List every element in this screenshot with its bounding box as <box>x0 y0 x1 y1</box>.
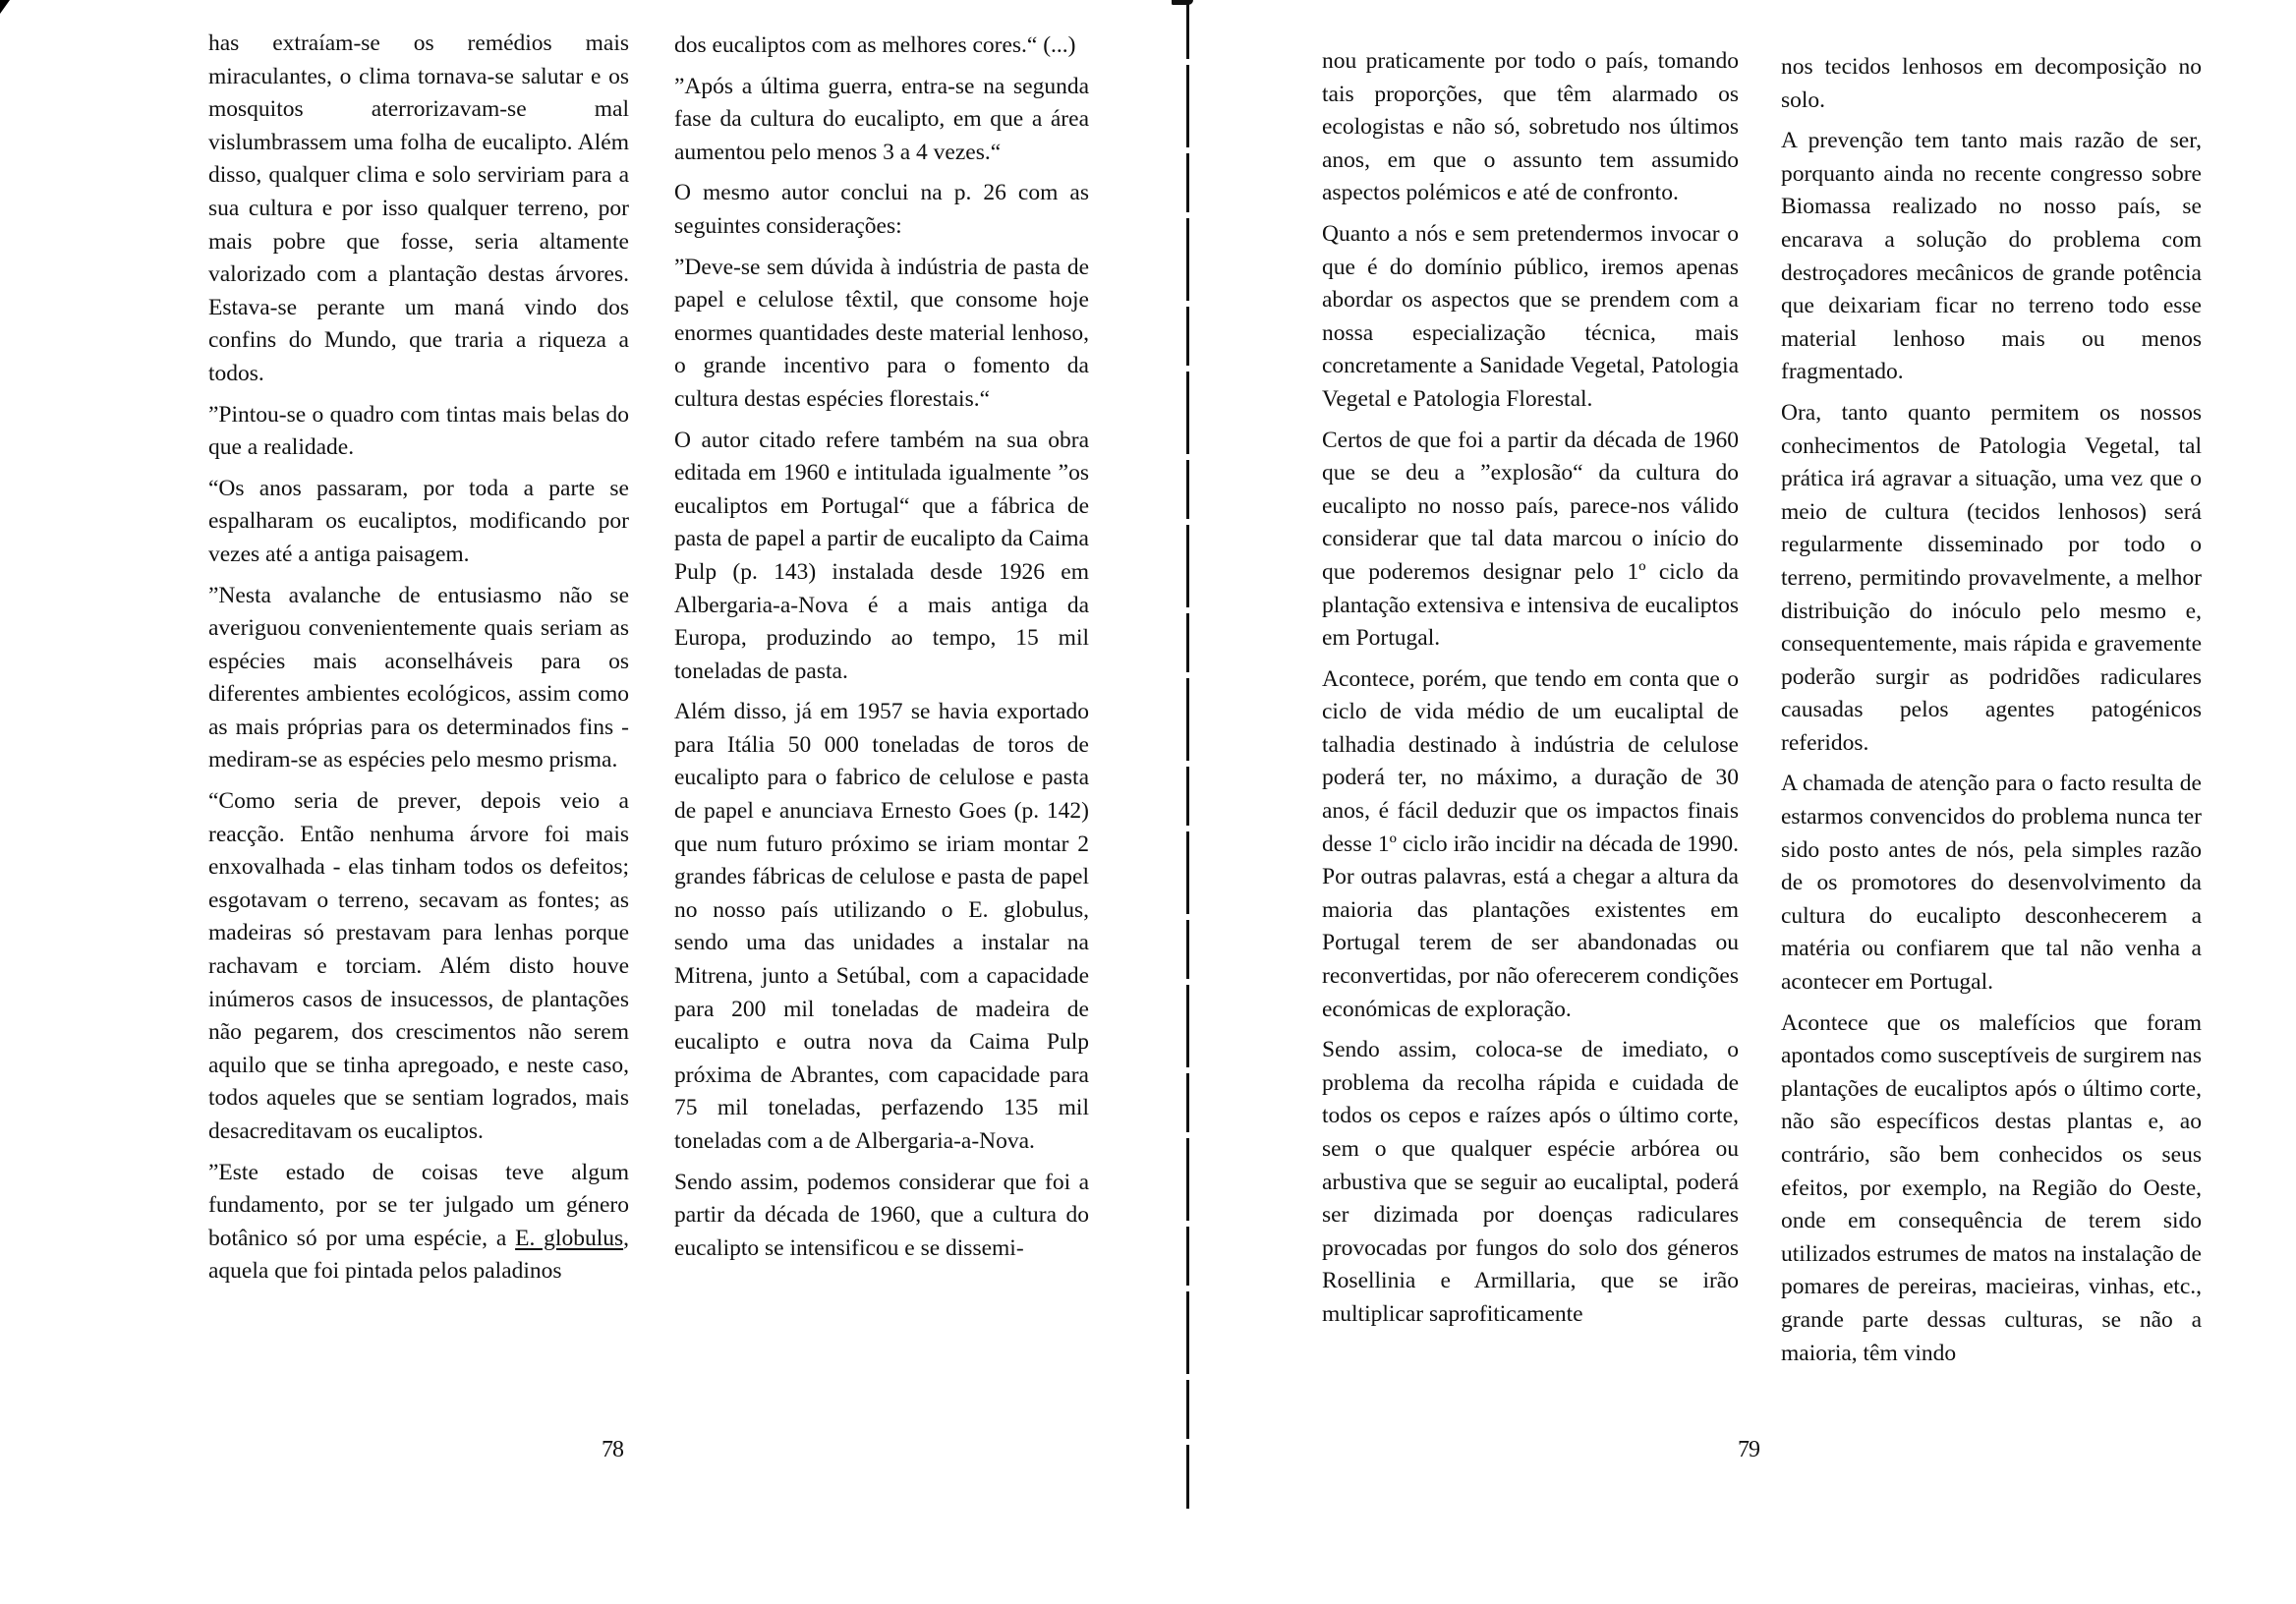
left-page-column-2 <box>674 29 1089 1273</box>
book-gutter-line <box>1186 0 1189 1509</box>
gutter-top-mark <box>1172 0 1193 5</box>
paragraph: A prevenção tem tanto mais razão de ser, porquanto ainda no recente congresso sobre Biomassa realizado no nosso país, se encarava a solução do problema com destroçadores mecânicos de grande potência que deixariam ficar no terreno todo esse material lenhoso mais ou menos fragmentado. <box>1781 128 2202 385</box>
page-number-right: 79 <box>1738 1437 1759 1462</box>
paragraph: has extraíam-se os remédios mais miraculantes, o clima tornava-se salutar e os mosquitos aterrorizavam-se mal vislumbrassem uma folha de eucalipto. Além disso, qualquer clima e solo serviriam para a sua cultura e por isso qualquer terreno, por mais pobre que fosse, seria altamente valorizado com a plantação destas árvores. Estava-se perante um maná vindo dos confins do Mundo, que traria a riqueza a todos. <box>208 30 629 386</box>
paragraph: ”Após a última guerra, entra-se na segunda fase da cultura do eucalipto, em que a área aumentou pelo menos 3 a 4 vezes.“ <box>674 73 1089 165</box>
text-run: ”Este estado de coisas teve algum fundamento, por se ter julgado um género botânico só por uma espécie, a <box>208 1159 629 1251</box>
scan-corner-mark <box>0 0 10 14</box>
page-number-left: 78 <box>602 1437 623 1462</box>
paragraph: O autor citado refere também na sua obra editada em 1960 e intitulada igualmente ”os eucaliptos em Portugal“ que a fábrica de pasta de papel a partir de eucalipto da Caima Pulp (p. 143) instalada desde 1926 em Albergaria-a-Nova é a mais antiga da Europa, produzindo ao tempo, 15 mil toneladas de pasta. <box>674 427 1089 684</box>
paragraph: Quanto a nós e sem pretendermos invocar o que é do domínio público, iremos apenas abordar os aspectos que se prendem com a nossa especialização técnica, mais concretamente a Sanidade Vegetal, Patologia Vegetal e Patologia Florestal. <box>1322 220 1739 412</box>
paragraph: “Os anos passaram, por toda a parte se espalharam os eucaliptos, modificando por vezes até a antiga paisagem. <box>208 475 629 567</box>
paragraph: ”Deve-se sem dúvida à indústria de pasta de papel e celulose têxtil, que consome hoje enormes quantidades deste material lenhoso, o grande incentivo para o fomento da cultura destas espécies florestais.“ <box>674 254 1089 412</box>
paragraph: nou praticamente por todo o país, tomando tais proporções, que têm alarmado os ecologistas e não só, sobretudo nos últimos anos, em que o assunto tem assumido aspectos polémicos e até de confronto. <box>1322 48 1739 206</box>
paragraph: ”Pintou-se o quadro com tintas mais belas do que a realidade. <box>208 401 629 461</box>
underlined-species-name: E. globulus <box>515 1225 624 1251</box>
paragraph: Além disso, já em 1957 se havia exportado para Itália 50 000 toneladas de toros de eucalipto para o fabrico de celulose e pasta de papel e anunciava Ernesto Goes (p. 142) que num futuro próximo se iriam montar 2 grandes fábricas de celulose e pasta de papel no nosso país utilizando o E. globulus, sendo uma das unidades a instalar na Mitrena, junto a Setúbal, com a capacidade para 200 mil toneladas de madeira de eucalipto e outra nova da Caima Pulp próxima de Abrantes, com capacidade para 75 mil toneladas, perfazendo 135 mil toneladas com a de Albergaria-a-Nova. <box>674 699 1089 1154</box>
right-page-column-1 <box>1322 45 1739 1340</box>
paragraph: dos eucaliptos com as melhores cores.“ (...) <box>674 32 1076 58</box>
paragraph: Ora, tanto quanto permitem os nossos conhecimentos de Patologia Vegetal, tal prática irá agravar a situação, uma vez que o meio de cultura (tecidos lenhosos) será regularmente disseminado por todo o terreno, permitindo provavelmente, a melhor distribuição do inóculo pelo mesmo e, consequentemente, mais rápida e gravemente poderão surgir as podridões radiculares causadas pelos agentes patogénicos referidos. <box>1781 399 2202 756</box>
paragraph <box>208 1157 629 1289</box>
paragraph: ”Nesta avalanche de entusiasmo não se averiguou convenientemente quais seriam as espécies mais aconselháveis para os diferentes ambientes ecológicos, assim como as mais próprias para os determinados fins - mediram-se as espécies pelo mesmo prisma. <box>208 582 629 773</box>
paragraph: “Como seria de prever, depois veio a reacção. Então nenhuma árvore foi mais enxovalhada - elas tinham todos os defeitos; esgotavam o terreno, secavam as fontes; as madeiras só prestavam para lenhas porque rachavam e torciam. Além disto houve inúmeros casos de insucessos, de plantações não pegarem, dos crescimentos não serem aquilo que se tinha apregoado, e neste caso, todos aqueles que se sentiam logrados, mais desacreditavam os eucaliptos. <box>208 788 629 1144</box>
right-page-column-2 <box>1781 51 2202 1378</box>
paragraph: A chamada de atenção para o facto resulta de estarmos convencidos do problema nunca ter sido posto antes de nós, pela simples razão de os promotores do desenvolvimento da cultura do eucalipto desconhecerem a matéria ou confiarem que tal não venha a acontecer em Portugal. <box>1781 771 2202 996</box>
paragraph: nos tecidos lenhosos em decomposição no solo. <box>1781 54 2202 113</box>
paragraph: Sendo assim, podemos considerar que foi a partir da década de 1960, que a cultura do eucalipto se intensificou e se dissemi- <box>674 1169 1089 1261</box>
paragraph: Sendo assim, coloca-se de imediato, o problema da recolha rápida e cuidada de todos os cepos e raízes após o último corte, sem o que qualquer espécie arbórea ou arbustiva que se seguir ao eucaliptal, poderá ser dizimada por doenças radiculares provocadas por fungos do solo dos géneros Rosellinia e Armillaria, que se irão multiplicar saprofiticamente <box>1322 1037 1739 1327</box>
left-page-column-1 <box>208 28 629 1296</box>
paragraph: Acontece que os malefícios que foram apontados como susceptíveis de surgirem nas plantações de eucaliptos após o último corte, não são específicos destas plantas e, ao contrário, são bem conhecidos os seus efeitos, por exemplo, na Região do Oeste, onde em consequência de terem sido utilizados estrumes de matos na instalação de pomares de pereiras, macieiras, vinhas, etc., grande parte dessas culturas, se não a maioria, têm vindo <box>1781 1009 2202 1366</box>
paragraph: O mesmo autor conclui na p. 26 com as seguintes considerações: <box>674 180 1089 239</box>
paragraph: Certos de que foi a partir da década de 1960 que se deu a ”explosão“ da cultura do eucalipto no nosso país, parece-nos válido considerar que tal data marcou o início do que poderemos designar pelo 1º ciclo da plantação extensiva e intensiva de eucaliptos em Portugal. <box>1322 427 1739 652</box>
text-run: , aquela que foi pintada pelos paladinos <box>208 1225 629 1285</box>
paragraph: Acontece, porém, que tendo em conta que o ciclo de vida médio de um eucaliptal de talhadia destinado à indústria de celulose poderá ter, no máximo, a duração de 30 anos, é fácil deduzir que os impactos finais desse 1º ciclo irão incidir na década de 1990. Por outras palavras, está a chegar a altura da maioria das plantações existentes em Portugal terem de ser abandonadas ou reconvertidas, por não oferecerem condições económicas de exploração. <box>1322 665 1739 1022</box>
